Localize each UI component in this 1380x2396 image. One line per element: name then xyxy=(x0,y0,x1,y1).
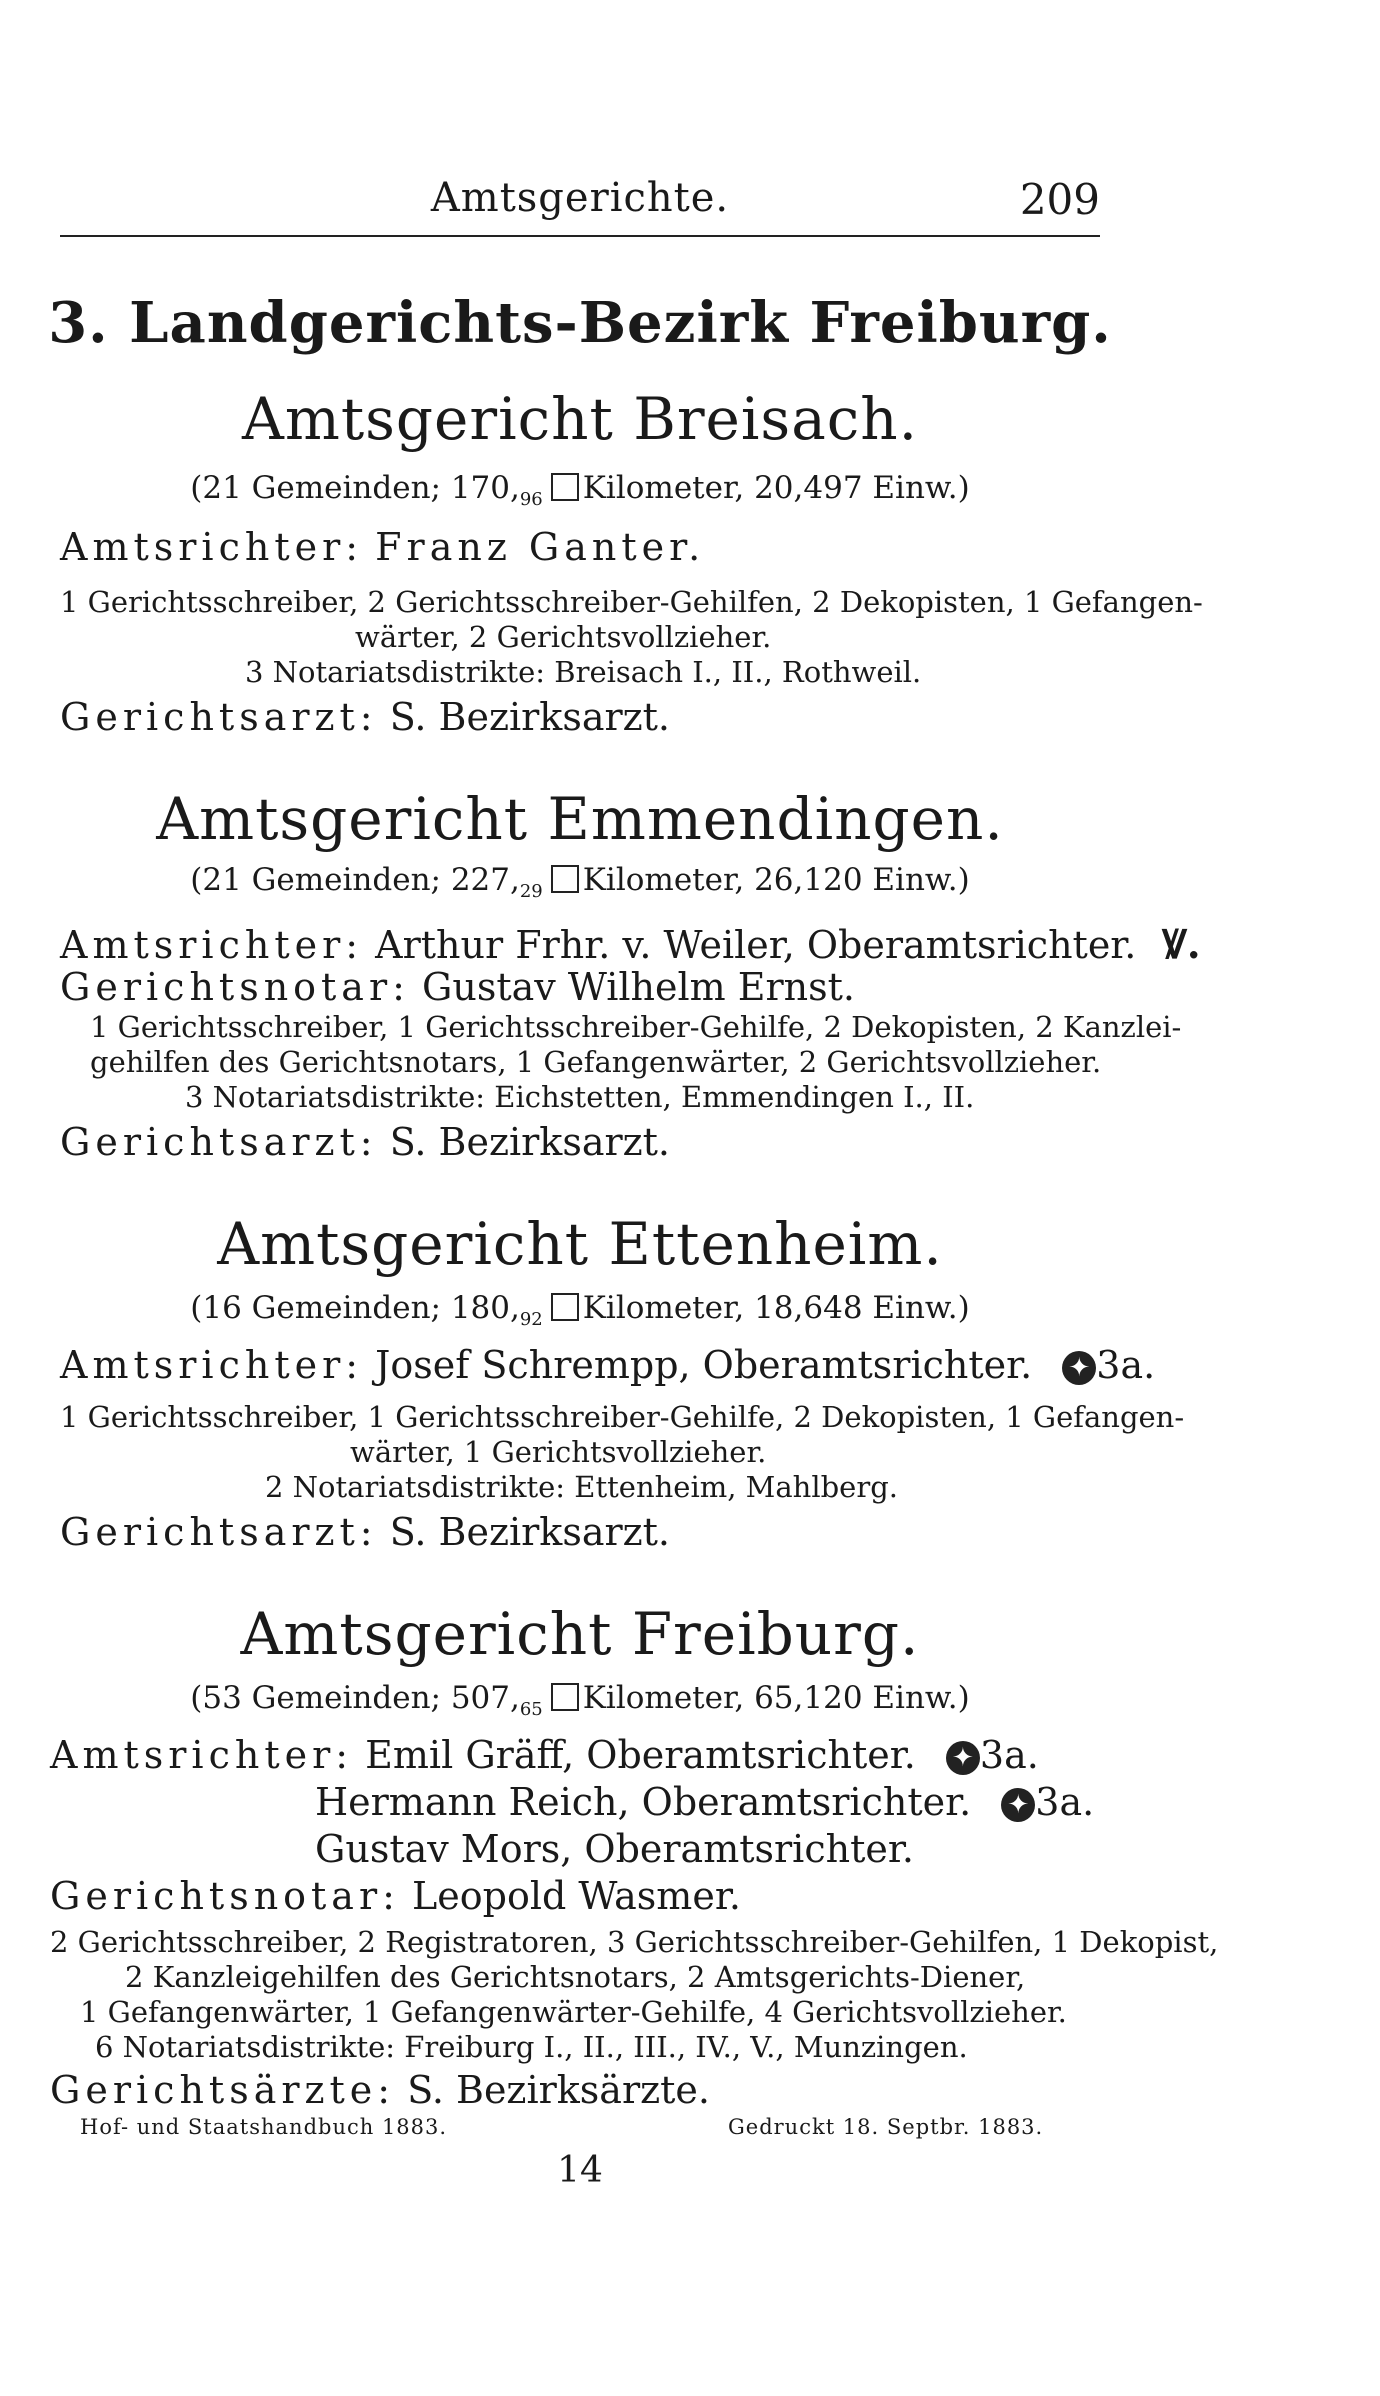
stats-decimal: 29 xyxy=(519,881,543,903)
arzt-value: S. Bezirksarzt. xyxy=(389,1120,671,1164)
notariat-line: 6 Notariatsdistrikte: Freiburg I., II., III., IV., V., Munzingen. xyxy=(95,2030,968,2064)
square-kilometer-icon xyxy=(551,473,579,501)
role-label: Gerichtsärzte: xyxy=(50,2068,396,2112)
stats-text: Kilometer, 18,648 Einw.) xyxy=(582,1290,970,1326)
judge-name: Arthur Frhr. v. Weiler, Oberamtsrichter. xyxy=(375,923,1137,967)
notariat-line: 3 Notariatsdistrikte: Breisach I., II., Rothweil. xyxy=(245,655,922,689)
arzt-value: S. Bezirksarzt. xyxy=(389,1510,671,1554)
role-label: Amtsrichter: xyxy=(60,525,364,569)
arzt-value: S. Bezirksarzt. xyxy=(389,695,671,739)
court-stats-ettenheim xyxy=(0,1290,1160,1330)
staff-line: wärter, 2 Gerichtsvollzieher. xyxy=(355,620,772,654)
staff-line: 2 Kanzleigehilfen des Gerichtsnotars, 2 Amtsgerichts-Diener, xyxy=(125,1960,1026,1994)
role-label: Gerichtsnotar: xyxy=(60,965,410,1009)
judge-name: Gustav Mors, Oberamtsrichter. xyxy=(315,1827,914,1871)
staff-line: 1 Gefangenwärter, 1 Gefangenwärter-Gehilfe, 4 Gerichtsvollzieher. xyxy=(80,1995,1067,2029)
order-star-icon: ✦ xyxy=(1062,1351,1096,1385)
stats-text: (16 Gemeinden; 180, xyxy=(190,1290,520,1326)
court-title-emmendingen: Amtsgericht Emmendingen. xyxy=(156,785,1004,853)
arzt-line xyxy=(60,695,670,739)
notariat-line: 2 Notariatsdistrikte: Ettenheim, Mahlberg. xyxy=(265,1470,898,1504)
role-label: Gerichtsnotar: xyxy=(50,1874,400,1918)
order-class: 3a. xyxy=(1035,1780,1095,1824)
stats-decimal: 96 xyxy=(519,489,543,511)
stats-text: (53 Gemeinden; 507, xyxy=(190,1680,520,1716)
role-label: Gerichtsarzt: xyxy=(60,1120,378,1164)
page-number: 209 xyxy=(1019,175,1100,224)
stats-decimal: 65 xyxy=(519,1699,543,1721)
stats-text: Kilometer, 20,497 Einw.) xyxy=(582,470,970,506)
district-title: 3. Landgerichts-Bezirk Freiburg. xyxy=(48,290,1112,356)
judge-line xyxy=(60,525,705,569)
arzt-line xyxy=(60,1120,670,1164)
court-stats-freiburg xyxy=(0,1680,1160,1720)
role-label: Amtsrichter: xyxy=(60,1343,364,1387)
judge-name: Emil Gräff, Oberamtsrichter. xyxy=(365,1733,916,1777)
staff-line: gehilfen des Gerichtsnotars, 1 Gefangenwärter, 2 Gerichtsvollzieher. xyxy=(90,1045,1102,1079)
order-class: 3a. xyxy=(979,1733,1039,1777)
stats-text: (21 Gemeinden; 170, xyxy=(190,470,520,506)
judge-name: Josef Schrempp, Oberamtsrichter. xyxy=(375,1343,1033,1387)
court-stats-breisach xyxy=(0,470,1160,510)
role-label: Gerichtsarzt: xyxy=(60,695,378,739)
arzt-value: S. Bezirksärzte. xyxy=(407,2068,710,2112)
stats-decimal: 92 xyxy=(519,1309,543,1331)
notar-line xyxy=(60,965,855,1009)
staff-line: wärter, 1 Gerichtsvollzieher. xyxy=(350,1435,767,1469)
court-title-freiburg: Amtsgericht Freiburg. xyxy=(240,1600,920,1668)
footer-print-date: Gedruckt 18. Septbr. 1883. xyxy=(728,2115,1044,2139)
role-label: Amtsrichter: xyxy=(60,923,364,967)
running-head xyxy=(60,175,1100,237)
stats-text: Kilometer, 26,120 Einw.) xyxy=(582,862,970,898)
stats-text: Kilometer, 65,120 Einw.) xyxy=(582,1680,970,1716)
arzt-line xyxy=(50,2068,710,2112)
notar-line xyxy=(50,1874,741,1918)
footer-imprint: Hof- und Staatshandbuch 1883. xyxy=(80,2115,448,2139)
notar-name: Leopold Wasmer. xyxy=(412,1874,741,1918)
role-label: Gerichtsarzt: xyxy=(60,1510,378,1554)
notar-name: Gustav Wilhelm Ernst. xyxy=(422,965,855,1009)
court-title-breisach: Amtsgericht Breisach. xyxy=(241,385,919,453)
arzt-line xyxy=(60,1510,670,1554)
staff-line: 1 Gerichtsschreiber, 2 Gerichtsschreiber-Gehilfen, 2 Dekopisten, 1 Gefangen- xyxy=(60,585,1203,619)
sheet-signature: 14 xyxy=(557,2150,603,2191)
order-star-icon: ✦ xyxy=(1001,1788,1035,1822)
judge-line xyxy=(315,1780,1094,1824)
staff-line: 2 Gerichtsschreiber, 2 Registratoren, 3 Gerichtsschreiber-Gehilfen, 1 Dekopist, xyxy=(50,1925,1219,1959)
judge-name: Hermann Reich, Oberamtsrichter. xyxy=(315,1780,972,1824)
judge-line xyxy=(60,915,1201,970)
judge-name: Franz Ganter. xyxy=(375,525,706,569)
judge-line xyxy=(50,1733,1039,1777)
judge-line xyxy=(315,1827,914,1871)
judge-line xyxy=(60,1343,1155,1387)
stats-text: (21 Gemeinden; 227, xyxy=(190,862,520,898)
square-kilometer-icon xyxy=(551,1293,579,1321)
staff-line: 1 Gerichtsschreiber, 1 Gerichtsschreiber-Gehilfe, 2 Dekopisten, 2 Kanzlei- xyxy=(90,1010,1182,1044)
court-title-ettenheim: Amtsgericht Ettenheim. xyxy=(217,1210,943,1278)
staff-line: 1 Gerichtsschreiber, 1 Gerichtsschreiber-Gehilfe, 2 Dekopisten, 1 Gefangen- xyxy=(60,1400,1185,1434)
notariat-line: 3 Notariatsdistrikte: Eichstetten, Emmendingen I., II. xyxy=(185,1080,975,1114)
order-star-icon: ✦ xyxy=(946,1741,980,1775)
court-stats-emmendingen xyxy=(0,862,1160,902)
order-cross-icon: Ꝟ. xyxy=(1162,921,1201,968)
role-label: Amtsrichter: xyxy=(50,1733,354,1777)
square-kilometer-icon xyxy=(551,865,579,893)
order-class: 3a. xyxy=(1096,1343,1156,1387)
running-title: Amtsgerichte. xyxy=(430,175,730,221)
square-kilometer-icon xyxy=(551,1683,579,1711)
